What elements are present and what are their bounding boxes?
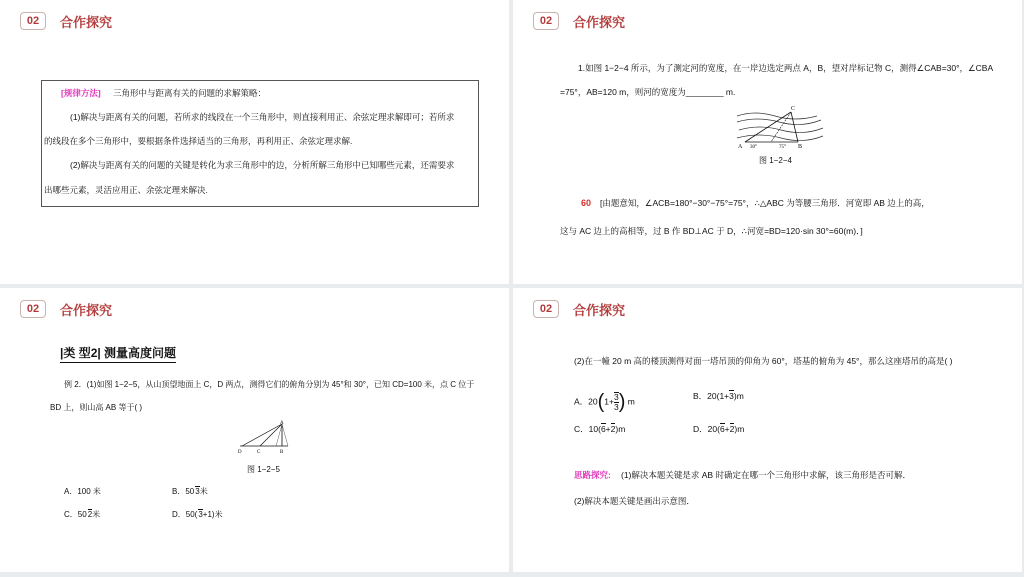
- method-line-5: 出哪些元素，灵活应用正、余弦定理来解决.: [44, 185, 208, 195]
- sqrt-radicand: 3: [198, 510, 203, 519]
- fig-label-B: B: [798, 144, 803, 150]
- option-a: A．100 米: [64, 487, 101, 496]
- method-line-3: 的线段在多个三角形中，要根据条件选择适当的三角形，再利用正、余弦定理求解.: [44, 136, 353, 146]
- sqrt-radicand: 3: [729, 391, 734, 401]
- question-line-1: 1.如图 1−2−4 所示，为了测定河的宽度，在一岸边选定两点 A，B，望对岸标记物 C，测得∠CAB=30°，∠CBA: [578, 63, 994, 73]
- option-b: B．20(1+3)m: [693, 391, 744, 401]
- type-heading: |类 型2| 测量高度问题: [60, 344, 176, 363]
- section-title: 合作探究: [573, 302, 626, 318]
- sqrt-radicand: 2: [87, 510, 93, 519]
- question-line-2: =75°，AB=120 m，则河的宽度为________ m.: [560, 87, 736, 97]
- mountain-figure: [236, 420, 292, 454]
- method-label: [规律方法]: [61, 88, 101, 98]
- section-header: [533, 11, 625, 31]
- solution-line-2: 这与 AC 边上的高相等，过 B 作 BD⊥AC 于 D，∴河宽=BD=120·sin 30°=60(m)．]: [560, 226, 863, 236]
- section-number: 02: [20, 12, 46, 30]
- section-number: 02: [20, 300, 46, 318]
- option-c: C．502米: [64, 510, 101, 519]
- section-number: 02: [533, 12, 559, 30]
- option-d: D．50(3+1)米: [172, 510, 223, 519]
- fig-label-D: D: [238, 450, 242, 454]
- fig-label-A: A: [738, 144, 743, 150]
- option-d: D．20(6+2)m: [693, 424, 745, 434]
- fig-label-C: C: [257, 450, 261, 454]
- section-number: 02: [533, 300, 559, 318]
- river-figure: [735, 104, 825, 150]
- slide-4: [513, 288, 1022, 572]
- sqrt-radicand: 3: [195, 487, 200, 496]
- option-c: C．10(6+2)m: [574, 424, 626, 434]
- fig-angle-30: 30°: [750, 145, 757, 150]
- section-title: 合作探究: [573, 14, 626, 30]
- hint-label: 思路探究:: [574, 470, 611, 480]
- question-line-1: 例 2．(1)如图 1−2−5，从山顶望地面上 C，D 两点，测得它们的俯角分别为 45°和 30°，已知 CD=100 米，点 C 位于: [64, 380, 475, 389]
- answer-value: 60: [581, 198, 592, 208]
- section-header: [20, 11, 112, 31]
- question-line-2: BD 上，则山高 AB 等于( ): [50, 403, 143, 412]
- fig-label-A: A: [280, 421, 284, 426]
- solution-line-1: [由题意知，∠ACB=180°−30°−75°=75°，∴△ABC 为等腰三角形．河宽即 AB 边上的高，: [600, 198, 930, 208]
- fig-angle-75: 75°: [779, 145, 786, 150]
- hint-line-1: (1)解决本题关键是求 AB 时确定在哪一个三角形中求解，该三角形是否可解．: [621, 470, 911, 480]
- fig-label-C: C: [791, 106, 796, 112]
- method-line-1: 三角形中与距离有关的问题的求解策略：: [113, 88, 267, 98]
- section-header: [533, 299, 625, 319]
- option-a: A．20(1+ $\frac{3}{3}$ ) m: [574, 391, 635, 414]
- section-title: 合作探究: [60, 302, 113, 318]
- figure-caption: 图 1−2−5: [247, 465, 280, 474]
- slide-3: [0, 288, 509, 572]
- option-b: B．503米: [172, 487, 208, 496]
- hint-line-2: (2)解决本题关键是画出示意图．: [574, 496, 695, 506]
- section-title: 合作探究: [60, 14, 113, 30]
- fig-label-B: B: [280, 450, 284, 454]
- method-line-4: (2)解决与距离有关的问题的关键是转化为求三角形中的边，分析所解三角形中已知哪些元素，还需要求: [70, 160, 455, 170]
- slide-2: [513, 0, 1022, 284]
- figure-caption: 图 1−2−4: [759, 156, 792, 165]
- question-line: (2)在一幢 20 m 高的楼顶测得对面一塔吊顶的仰角为 60°，塔基的俯角为 45°，那么这座塔吊的高是( ): [574, 356, 953, 366]
- section-header: [20, 299, 112, 319]
- slide-1: [0, 0, 509, 284]
- method-line-2: (1)解决与距离有关的问题，若所求的线段在一个三角形中，则直接利用正、余弦定理求解即可；若所求: [70, 112, 455, 122]
